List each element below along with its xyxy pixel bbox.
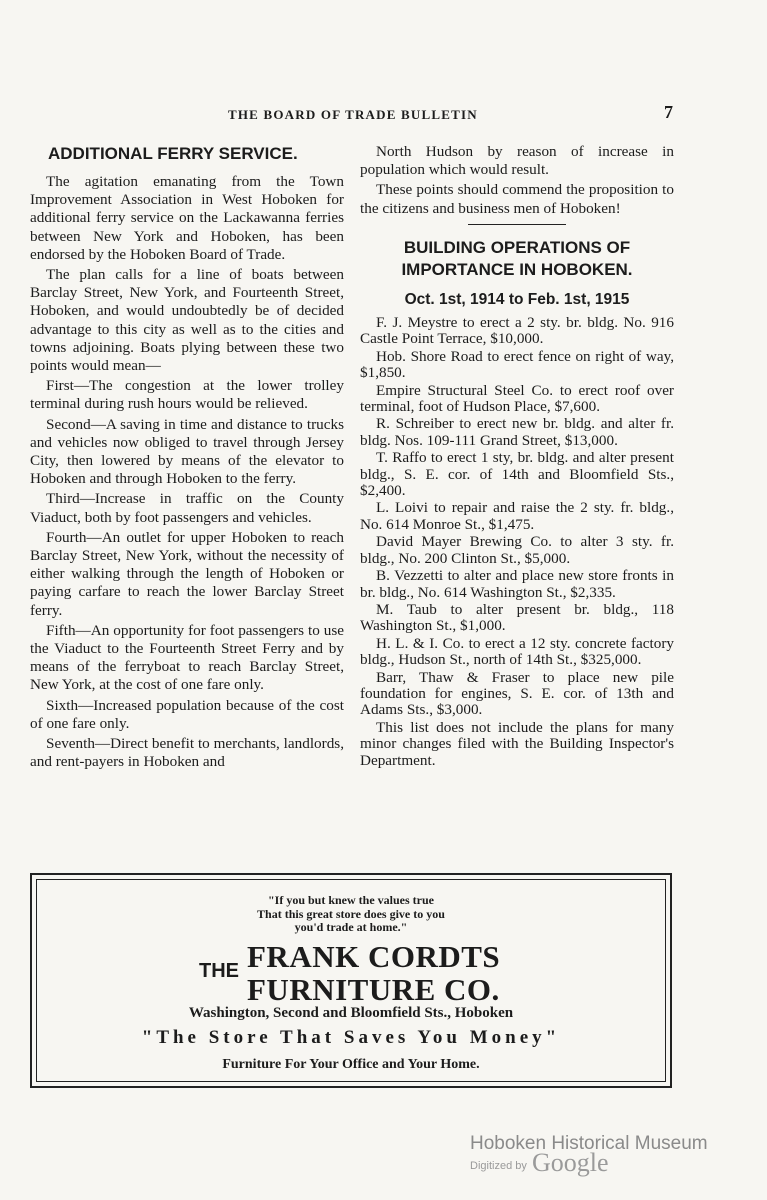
permit-note: This list does not include the plans for many minor changes filed with the Building Inspector's Department.	[360, 718, 674, 769]
permit-entry: R. Schreiber to erect new br. bldg. and alter fr. bldg. Nos. 109-111 Grand Street, $13,000.	[360, 415, 674, 449]
ferry-paragraph: Sixth—Increased population because of the cost of one fare only.	[30, 696, 344, 732]
left-column	[30, 143, 344, 774]
ad-address: Washington, Second and Bloomfield Sts., Hoboken	[188, 1005, 514, 1021]
ferry-paragraph: The plan calls for a line of boats between Barclay Street, New York, and Fourteenth Street, Hoboken, and would undoubtedly be of decided advantage to this city as well as to the cities and towns adjoining. Boats plying between these two points would mean—	[30, 266, 344, 375]
ferry-paragraph: The agitation emanating from the Town Improvement Association in West Hoboken for additional ferry service on the Lackawanna ferries between New York and Hoboken, has been endorsed by the Hoboken Board of Trade.	[30, 173, 344, 263]
date-range-heading: Oct. 1st, 1914 to Feb. 1st, 1915	[404, 290, 630, 308]
permit-entry: L. Loivi to repair and raise the 2 sty. fr. bldg., No. 614 Monroe St., $1,475.	[360, 499, 674, 533]
ad-name-line: FRANK CORDTS	[247, 939, 501, 974]
ad-quote-line: you'd trade at home."	[294, 920, 408, 934]
page-number: 7	[664, 102, 673, 122]
permit-entry: Hob. Shore Road to erect fence on right of way, $1,850.	[360, 347, 674, 382]
permit-entry: F. J. Meystre to erect a 2 sty. br. bldg. No. 916 Castle Point Terrace, $10,000.	[360, 314, 674, 348]
permit-entry: T. Raffo to erect 1 sty, br. bldg. and alter present bldg., S. E. cor. of 14th and Bloomfield Sts., $2,400.	[360, 449, 674, 500]
permit-entry: B. Vezzetti to alter and place new store fronts in br. bldg., No. 614 Washington St., $2,335.	[360, 567, 674, 601]
ad-company-name	[247, 940, 500, 1006]
ferry-paragraph: First—The congestion at the lower trolley terminal during rush hours would be relieved.	[30, 377, 344, 413]
ferry-paragraph: Fourth—An outlet for upper Hoboken to reach Barclay Street, New York, without the necessity of either walking through the length of Hoboken or paying carfare to reach the lower Barclay Street ferry.	[30, 528, 344, 619]
permit-entry: M. Taub to alter present br. bldg., 118 Washington St., $1,000.	[360, 600, 674, 635]
ferry-paragraph: Fifth—An opportunity for foot passengers to use the Viaduct to the Fourteenth Street Ferry and by means of the ferryboat to reach Barclay Street, New York, at the cost of one fare only.	[30, 621, 344, 694]
ferry-paragraph: Third—Increase in traffic on the County Viaduct, both by foot passengers and vehicles.	[30, 490, 344, 526]
permit-entry: Barr, Thaw & Fraser to place new pile foundation for engines, S. E. cor. of 13th and Adams Sts., $3,000.	[360, 668, 674, 719]
building-operations-title: BUILDING OPERATIONS OF IMPORTANCE IN HOBOKEN.	[401, 237, 633, 279]
museum-watermark: Hoboken Historical Museum	[470, 1133, 708, 1154]
digitized-by-label: Digitized by	[470, 1160, 527, 1172]
ferry-continuation: North Hudson by reason of increase in population which would result.	[360, 143, 674, 179]
ferry-paragraph: Second—A saving in time and distance to trucks and vehicles now obliged to travel through Jersey City, then lowered by means of the elevator to Hoboken and through Hoboken to the ferry.	[30, 415, 344, 488]
permit-entry: Empire Structural Steel Co. to erect roof over terminal, foot of Hudson Place, $7,600.	[360, 381, 674, 416]
ad-the: THE	[199, 960, 239, 982]
ad-inner-frame	[36, 879, 666, 1082]
ad-footer: Furniture For Your Office and Your Home.	[222, 1057, 480, 1072]
ad-quote	[37, 894, 665, 935]
ferry-article-title: ADDITIONAL FERRY SERVICE.	[48, 144, 298, 163]
ad-quote-line: "If you but knew the values true	[267, 893, 434, 907]
ad-quote-line: That this great store does give to you	[257, 906, 445, 921]
permit-entry: David Mayer Brewing Co. to alter 3 sty. fr. bldg., No. 200 Clinton St., $5,000.	[360, 533, 674, 567]
right-column	[360, 143, 674, 770]
permit-entry: H. L. & I. Co. to erect a 12 sty. concrete factory bldg., Hudson St., north of 14th St., $325,000.	[360, 634, 674, 669]
section-divider	[468, 224, 566, 225]
ad-name-line: FURNITURE CO.	[247, 972, 500, 1007]
furniture-advertisement	[30, 873, 672, 1088]
google-logo: Google	[532, 1148, 609, 1177]
building-permit-list	[360, 315, 674, 769]
ferry-continuation: These points should commend the proposition to the citizens and business men of Hoboken!	[360, 181, 674, 217]
running-title: THE BOARD OF TRADE BULLETIN	[228, 107, 478, 122]
ad-slogan: "The Store That Saves You Money"	[141, 1027, 561, 1048]
ferry-paragraph: Seventh—Direct benefit to merchants, landlords, and rent-payers in Hoboken and	[30, 735, 344, 771]
